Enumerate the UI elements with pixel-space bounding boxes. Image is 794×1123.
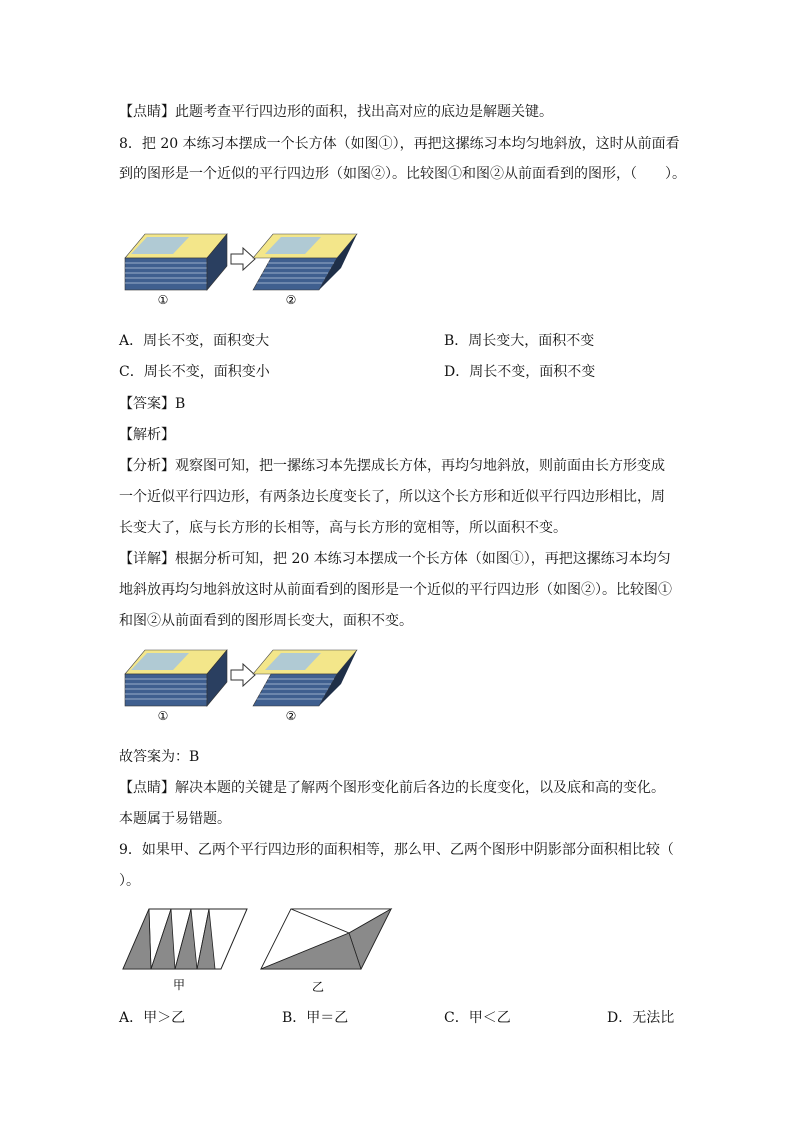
q8-remark-line2: 本题属于易错题。: [119, 811, 231, 827]
q8-figure-books: [119, 228, 359, 308]
q8-analysis-line2: 一个近似平行四边形，有两条边长度变长了，所以这个长方形和近似平行四边形相比，周: [119, 489, 665, 505]
q8-stem-line1: 8．把 20 本练习本摆成一个长方体（如图①），再把这摞练习本均匀地斜放，这时从前面看: [119, 136, 680, 152]
q8-analysis-line3: 长变大了，底与长方形的长相等，高与长方形的宽相等，所以面积不变。: [119, 520, 567, 536]
parallelogram-yi: [261, 909, 391, 969]
parallelogram-jia: [123, 909, 247, 969]
q8-stem-line2: 到的图形是一个近似的平行四边形（如图②）。比较图①和图②从前面看到的图形，（ ）。: [119, 166, 686, 182]
q8-answer: 【答案】B: [119, 396, 186, 412]
arrow-icon: [231, 248, 255, 270]
q9-option-b[interactable]: B．甲＝乙: [282, 1010, 349, 1026]
q8-detail-line2: 地斜放再均匀地斜放这时从前面看到的图形是一个近似的平行四边形（如图②）。比较图①: [119, 582, 672, 598]
q9-option-a[interactable]: A．甲＞乙: [119, 1010, 186, 1026]
q9-option-c[interactable]: C．甲＜乙: [444, 1010, 511, 1026]
q8-option-a[interactable]: A．周长不变，面积变大: [119, 333, 270, 349]
remark-q7: 【点睛】此题考查平行四边形的面积，找出高对应的底边是解题关键。: [119, 104, 553, 120]
q8-option-c[interactable]: C．周长不变，面积变小: [119, 364, 270, 380]
book-stack-parallelogram: [253, 234, 357, 290]
figure-label-jia: 甲: [172, 978, 186, 992]
figure-label-1: ①: [157, 709, 169, 723]
figure-label-2: ②: [285, 293, 297, 307]
arrow-icon: [231, 664, 255, 686]
q9-figure-parallelograms: [119, 905, 399, 995]
book-stack-parallelogram: [253, 650, 357, 706]
q8-explanation-figure-books: [119, 644, 359, 724]
figure-label-yi: 乙: [311, 980, 325, 994]
q8-option-d[interactable]: D．周长不变，面积不变: [444, 364, 596, 380]
book-stack-rectangle: [125, 234, 227, 290]
q8-detail-line1: 【详解】根据分析可知，把 20 本练习本摆成一个长方体（如图①），再把这摞练习本均匀: [119, 551, 671, 567]
q8-final-answer: 故答案为：B: [119, 749, 200, 765]
q8-analysis-line1: 【分析】观察图可知，把一摞练习本先摆成长方体，再均匀地斜放，则前面由长方形变成: [119, 458, 665, 474]
q8-analysis-title: 【解析】: [119, 427, 175, 443]
q9-stem-line2: ）。: [119, 873, 140, 889]
figure-label-2: ②: [285, 709, 297, 723]
q9-option-d[interactable]: D．无法比: [607, 1010, 675, 1026]
q8-remark-line1: 【点睛】解决本题的关键是了解两个图形变化前后各边的长度变化，以及底和高的变化。: [119, 780, 665, 796]
q8-option-b[interactable]: B．周长变大，面积不变: [444, 333, 595, 349]
book-stack-rectangle: [125, 650, 227, 706]
figure-label-1: ①: [157, 293, 169, 307]
q9-stem-line1: 9．如果甲、乙两个平行四边形的面积相等，那么甲、乙两个图形中阴影部分面积相比较（: [119, 842, 674, 858]
q8-detail-line3: 和图②从前面看到的图形周长变大，面积不变。: [119, 613, 413, 629]
